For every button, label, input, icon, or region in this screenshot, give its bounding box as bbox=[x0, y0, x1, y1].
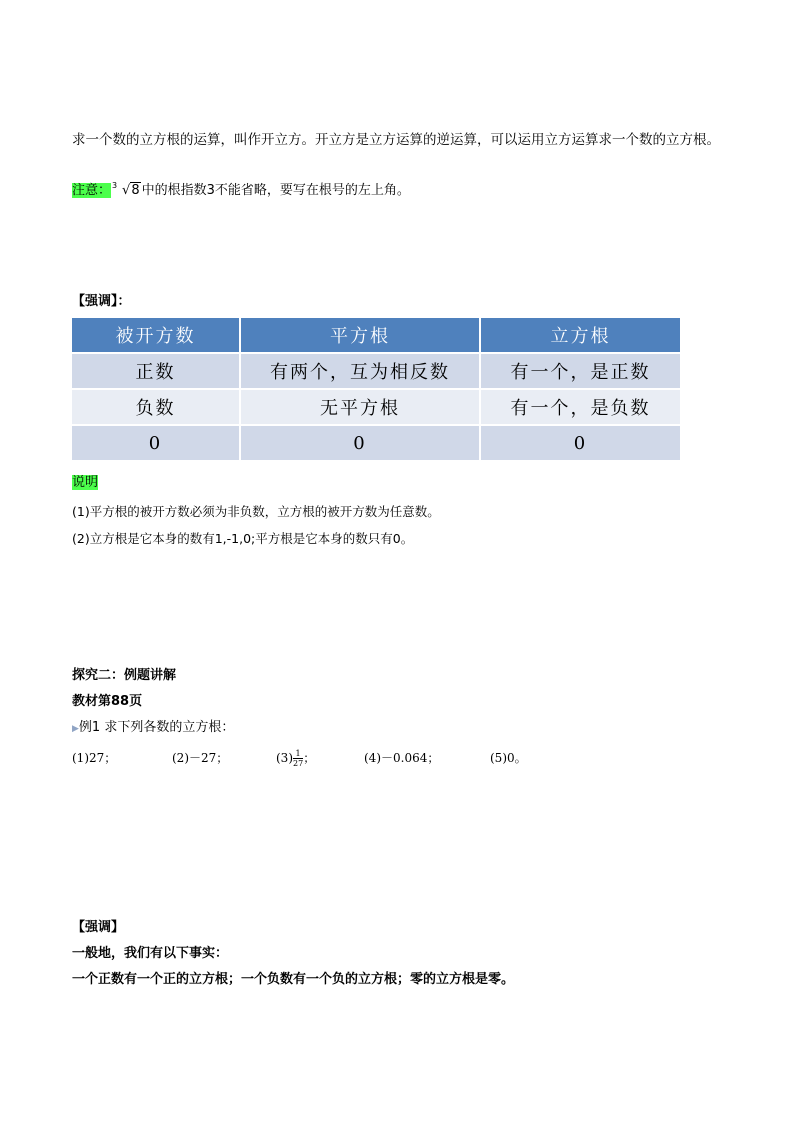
cube-root-expression bbox=[112, 180, 141, 202]
table-cell: 0 bbox=[72, 425, 240, 461]
radicand: 8 bbox=[131, 183, 140, 198]
explanation-label-wrap bbox=[72, 472, 98, 494]
explanation-list bbox=[72, 498, 440, 552]
example-item-4: (4)－0.064； bbox=[364, 751, 440, 765]
example-item-1: (1)27； bbox=[72, 751, 117, 765]
triangle-marker-icon: ▶ bbox=[72, 724, 79, 734]
note-text: 中的根指数3不能省略，要写在根号的左上角。 bbox=[141, 183, 410, 198]
table-cell: 0 bbox=[240, 425, 480, 461]
fraction-denominator: 27 bbox=[293, 759, 304, 768]
example-item-5: (5)0。 bbox=[490, 751, 527, 765]
emphasis-title-1: 【强调】： bbox=[72, 294, 131, 309]
example-title-line bbox=[72, 718, 234, 739]
table-cell: 有两个，互为相反数 bbox=[240, 353, 480, 389]
table-row bbox=[72, 425, 681, 461]
note-label: 注意： bbox=[72, 183, 112, 198]
emphasis-line-1: 一般地，我们有以下事实： bbox=[72, 946, 229, 961]
list-item: (1)平方根的被开方数必须为非负数，立方根的被开方数为任意数。 bbox=[72, 504, 440, 519]
fraction bbox=[293, 749, 303, 768]
root-comparison-table bbox=[72, 318, 682, 462]
table-row bbox=[72, 389, 681, 425]
item-3-suffix: ； bbox=[303, 751, 316, 765]
table-cell: 正数 bbox=[72, 353, 240, 389]
emphasis-line-2: 一个正数有一个正的立方根；一个负数有一个负的立方根；零的立方根是零。 bbox=[72, 972, 515, 987]
list-item: (2)立方根是它本身的数有1,-1,0;平方根是它本身的数只有0。 bbox=[72, 531, 414, 546]
emphasis-title-2: 【强调】 bbox=[72, 920, 125, 935]
textbook-page: 教材第88页 bbox=[72, 694, 143, 709]
fraction-numerator: 1 bbox=[293, 749, 303, 759]
table-header-row bbox=[72, 318, 681, 353]
explanation-label: 说明 bbox=[72, 475, 99, 490]
header-radicand: 被开方数 bbox=[72, 318, 240, 353]
table-cell: 负数 bbox=[72, 389, 240, 425]
root-index: 3 bbox=[112, 181, 118, 190]
header-square-root: 平方根 bbox=[240, 318, 480, 353]
header-cube-root: 立方根 bbox=[480, 318, 681, 353]
table-cell: 0 bbox=[480, 425, 681, 461]
radical-sign-icon: √ bbox=[122, 183, 131, 198]
example-items bbox=[72, 746, 532, 772]
intro-paragraph: 求一个数的立方根的运算，叫作开立方。开立方是立方运算的逆运算，可以运用立方运算求一个数的立方根。 bbox=[72, 132, 720, 148]
table-cell: 有一个，是正数 bbox=[480, 353, 681, 389]
example-item-3 bbox=[276, 746, 315, 770]
table-cell: 有一个，是负数 bbox=[480, 389, 681, 425]
note-line bbox=[72, 180, 410, 202]
table-row bbox=[72, 353, 681, 389]
table-cell: 无平方根 bbox=[240, 389, 480, 425]
example-item-2: (2)－27； bbox=[172, 751, 229, 765]
example-title: 例1 求下列各数的立方根： bbox=[78, 720, 235, 735]
item-3-prefix: (3) bbox=[276, 751, 293, 765]
exploration-title: 探究二：例题讲解 bbox=[72, 668, 177, 683]
